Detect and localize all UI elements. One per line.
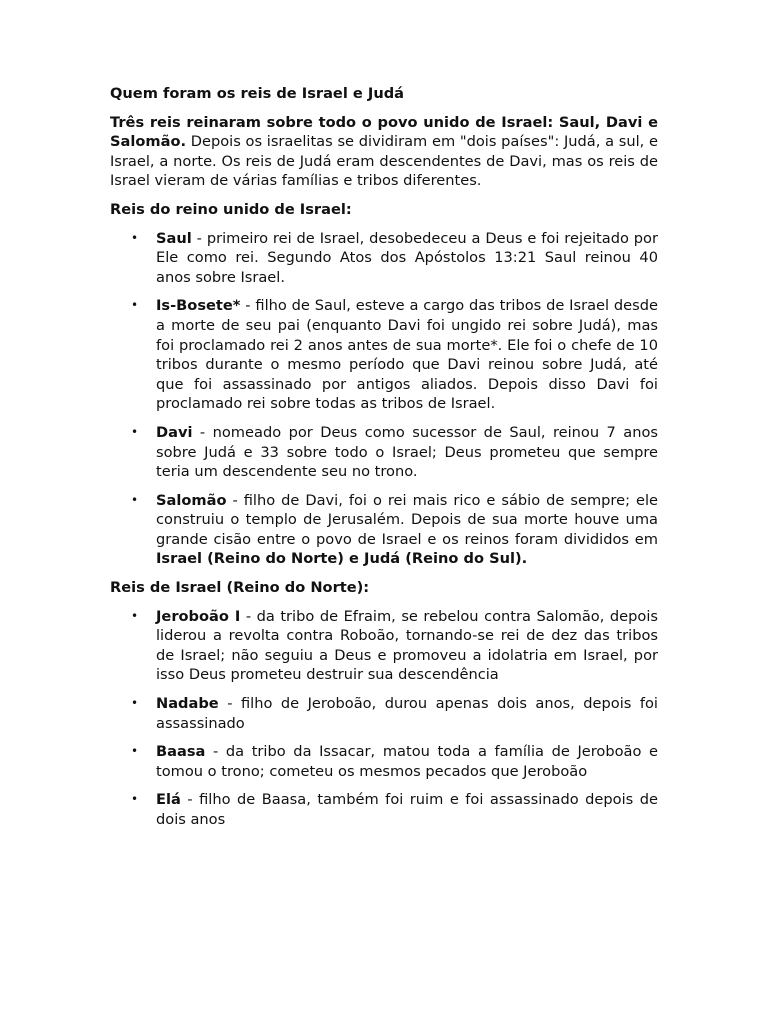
north-kingdom-heading: Reis de Israel (Reino do Norte):	[110, 579, 370, 597]
king-description: - da tribo da Issacar, matou toda a família de Jeroboão e tomou o trono; cometeu os mesmos pecados que Jeroboão	[156, 743, 658, 780]
kingdom-division-text: Israel (Reino do Norte) e Judá (Reino do Sul).	[156, 550, 528, 568]
king-description: - nomeado por Deus como sucessor de Saul, reinou 7 anos sobre Judá e 33 sobre todo o Israel; Deus prometeu que sempre teria um descendente seu no trono.	[156, 423, 658, 481]
bullet-icon: •	[131, 424, 139, 439]
king-name: Elá	[156, 791, 181, 809]
bullet-icon: •	[131, 298, 139, 313]
united-kingdom-heading: Reis do reino unido de Israel:	[110, 200, 352, 218]
king-name: Is-Bosete*	[156, 297, 241, 315]
king-name: Salomão	[156, 491, 227, 509]
list-item	[110, 296, 658, 414]
king-description: - filho de Davi, foi o rei mais rico e sábio de sempre; ele construiu o templo de Jerusalém. Depois de sua morte houve uma grande cisão entre o povo de Israel e os reinos foram divididos em	[156, 491, 658, 548]
king-name: Baasa	[156, 743, 206, 761]
bullet-icon: •	[131, 696, 139, 711]
list-item	[110, 229, 658, 288]
document-title: Quem foram os reis de Israel e Judá	[110, 85, 405, 102]
king-description: - filho de Jeroboão, durou apenas dois anos, depois foi assassinado	[156, 695, 658, 732]
king-name: Davi	[156, 423, 193, 441]
intro-bold-text: Três reis reinaram sobre todo o povo unido de Israel: Saul, Davi e Salomão.	[110, 113, 658, 151]
list-item	[110, 742, 658, 781]
list-item	[110, 790, 658, 829]
king-description: - filho de Baasa, também foi ruim e foi assassinado depois de dois anos	[156, 791, 658, 828]
king-description: - primeiro rei de Israel, desobedeceu a Deus e foi rejeitado por Ele como rei. Segundo Atos dos Apóstolos 13:21 Saul reinou 40 anos sobre Israel.	[156, 229, 658, 286]
document-page	[110, 84, 658, 839]
king-name: Jeroboão I	[156, 607, 241, 625]
intro-paragraph	[110, 113, 658, 191]
list-item	[110, 607, 658, 685]
bullet-icon: •	[131, 792, 139, 807]
north-kings-list	[110, 607, 658, 830]
united-kings-list	[110, 229, 658, 570]
bullet-icon: •	[131, 492, 139, 507]
bullet-icon: •	[131, 608, 139, 623]
king-description: - da tribo de Efraim, se rebelou contra Salomão, depois liderou a revolta contra Roboão, tornando-se rei de dez das tribos de Israel; não seguiu a Deus e promoveu a idolatria em Israel, por isso Deus prometeu destruir sua descendência	[156, 607, 658, 684]
king-description: - filho de Saul, esteve a cargo das tribos de Israel desde a morte de seu pai (enquanto Davi foi ungido rei sobre Judá), mas foi proclamado rei 2 anos antes de sua morte*. Ele foi o chefe de 10 tribos durante o mesmo período que Davi reinou sobre Judá, até que foi assassinado por antigos aliados. Depois disso Davi foi proclamado rei sobre todas as tribos de Israel.	[156, 297, 658, 413]
king-name: Saul	[156, 229, 192, 247]
intro-text: Depois os israelitas se dividiram em "dois países": Judá, a sul, e Israel, a norte. Os reis de Judá eram descendentes de Davi, mas os reis de Israel vieram de várias famílias e tribos diferentes.	[110, 133, 658, 190]
list-item	[110, 694, 658, 733]
bullet-icon: •	[131, 230, 139, 245]
king-name: Nadabe	[156, 695, 219, 713]
list-item	[110, 491, 658, 569]
bullet-icon: •	[131, 744, 139, 759]
list-item	[110, 423, 658, 482]
